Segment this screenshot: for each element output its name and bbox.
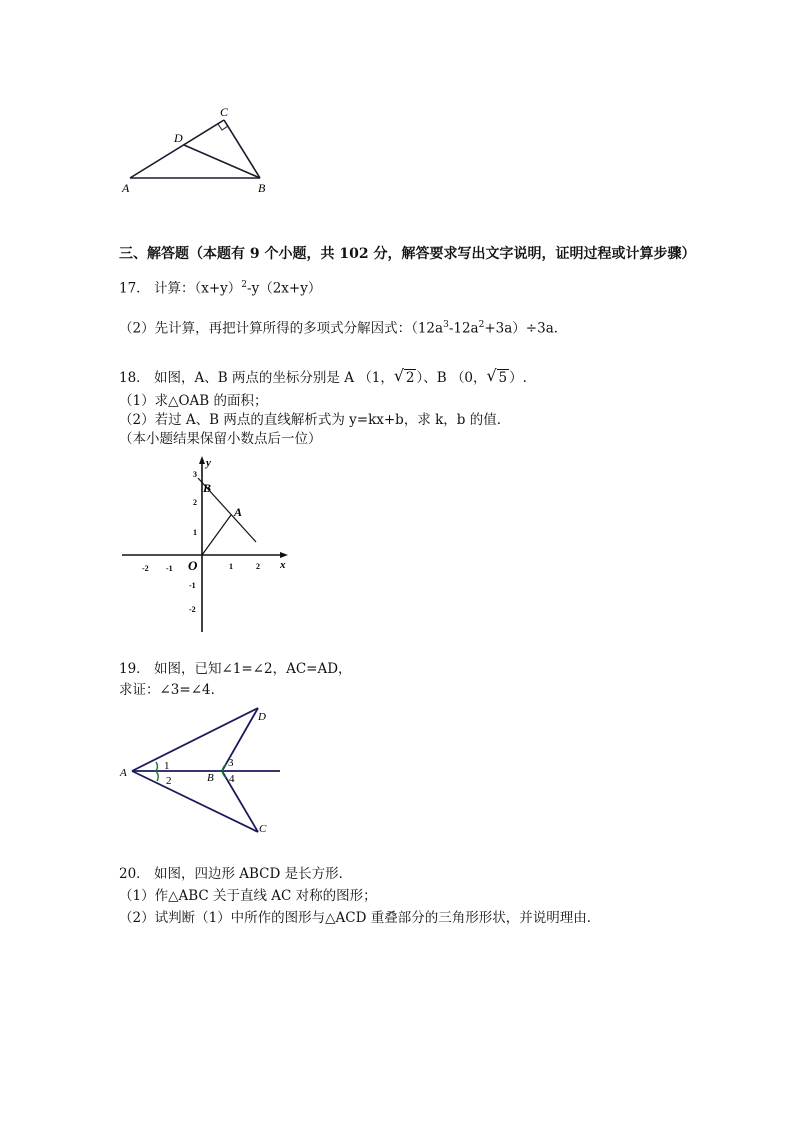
angle-figure — [116, 700, 296, 840]
x-axis-arrow-icon — [280, 552, 288, 558]
radical-icon: √ — [393, 366, 405, 385]
q17-line2-prefix: （2）先计算，再把计算所得的多项式分解因式：（12a — [119, 320, 444, 337]
segment-ac — [130, 120, 224, 178]
y-tick-minus2: -2 — [189, 605, 196, 614]
angle-1-arc-icon — [156, 762, 158, 771]
label-a: A — [122, 181, 130, 195]
q18-point-b-close: ） — [509, 370, 523, 386]
q17-line2-suffix: +3a）÷3a． — [484, 320, 568, 337]
q18-sep: 、B — [423, 370, 447, 386]
q18-line1 — [119, 366, 527, 387]
x-tick-minus2: -2 — [142, 564, 149, 573]
q17-line1-prefix: 17． 计算：（x+y） — [119, 280, 242, 297]
y-axis-label: y — [206, 457, 211, 469]
point-a-label: A — [234, 505, 243, 519]
q18-point-a-close: ） — [416, 370, 424, 386]
q18-sqrt-a-value: 2 — [405, 370, 415, 386]
y-tick-minus1: -1 — [189, 581, 196, 590]
radical-icon: √ — [486, 366, 497, 385]
q18-sqrt-b — [486, 366, 510, 387]
q18-part2: （2）若过 A、B 两点的直线解析式为 y=kx+b，求 k，b 的值． — [119, 412, 511, 428]
label-d: D — [174, 131, 183, 145]
fig19-label-d: D — [258, 711, 266, 723]
q18-end: . — [522, 370, 527, 386]
q20-line1: 20． 如图，四边形 ABCD 是长方形． — [119, 866, 353, 882]
label-c: C — [220, 105, 229, 119]
angle-label-1: 1 — [164, 760, 170, 772]
segment-oa — [202, 515, 231, 555]
q18-note: （本小题结果保留小数点后一位） — [119, 431, 322, 447]
angle-2-arc-icon — [156, 771, 158, 781]
y-tick-2: 2 — [193, 498, 197, 507]
point-b-label: B — [203, 481, 212, 495]
segment-db — [184, 145, 260, 178]
q17-line2 — [119, 316, 567, 338]
coordinate-graph — [118, 452, 298, 637]
y-axis-arrow-icon — [199, 456, 205, 464]
q20-part2: （2）试判断（1）中所作的图形与△ACD 重叠部分的三角形形状，并说明理由． — [119, 910, 601, 926]
x-tick-2: 2 — [256, 562, 260, 571]
fig19-label-b: B — [207, 772, 214, 784]
segment-cb — [224, 120, 260, 178]
q17-line2-exp2: 2 — [478, 320, 485, 330]
q17-line1 — [119, 276, 321, 298]
q17-line1-exp: 2 — [241, 280, 248, 290]
x-tick-1: 1 — [229, 562, 233, 571]
q18-point-a-open: （1， — [358, 370, 394, 386]
angle-label-2: 2 — [166, 775, 172, 787]
fig19-label-c: C — [259, 823, 267, 835]
x-tick-minus1: -1 — [166, 564, 173, 573]
angle-label-3: 3 — [228, 757, 234, 769]
q17-line2-mid: -12a — [448, 320, 479, 337]
origin-label: O — [188, 558, 198, 573]
q18-part1: （1）求△OAB 的面积； — [119, 393, 268, 409]
x-axis-label: x — [280, 559, 286, 571]
q17-line1-suffix: -y（2x+y） — [247, 280, 322, 297]
section-heading: 三、解答题（本题有 9 个小题，共 102 分，解答要求写出文字说明，证明过程或计算步骤） — [119, 246, 696, 262]
label-b: B — [258, 181, 266, 195]
y-tick-3: 3 — [193, 470, 197, 479]
angle-label-4: 4 — [229, 773, 235, 785]
q19-line2: 求证：∠3=∠4． — [119, 682, 225, 698]
y-tick-1: 1 — [193, 528, 197, 537]
q18-sqrt-b-value: 5 — [498, 370, 508, 386]
q18-point-b-open: （0， — [450, 370, 487, 386]
q19-line1: 19． 如图，已知∠1=∠2，AC=AD， — [119, 661, 352, 677]
q20-part1: （1）作△ABC 关于直线 AC 对称的图形； — [119, 888, 377, 904]
q18-line1-prefix: 18． 如图，A、B 两点的坐标分别是 A — [119, 370, 354, 386]
triangle-figure — [110, 100, 290, 200]
q18-sqrt-a — [393, 366, 417, 387]
q17-line2-exp1: 3 — [443, 320, 449, 330]
fig19-label-a: A — [120, 767, 127, 779]
